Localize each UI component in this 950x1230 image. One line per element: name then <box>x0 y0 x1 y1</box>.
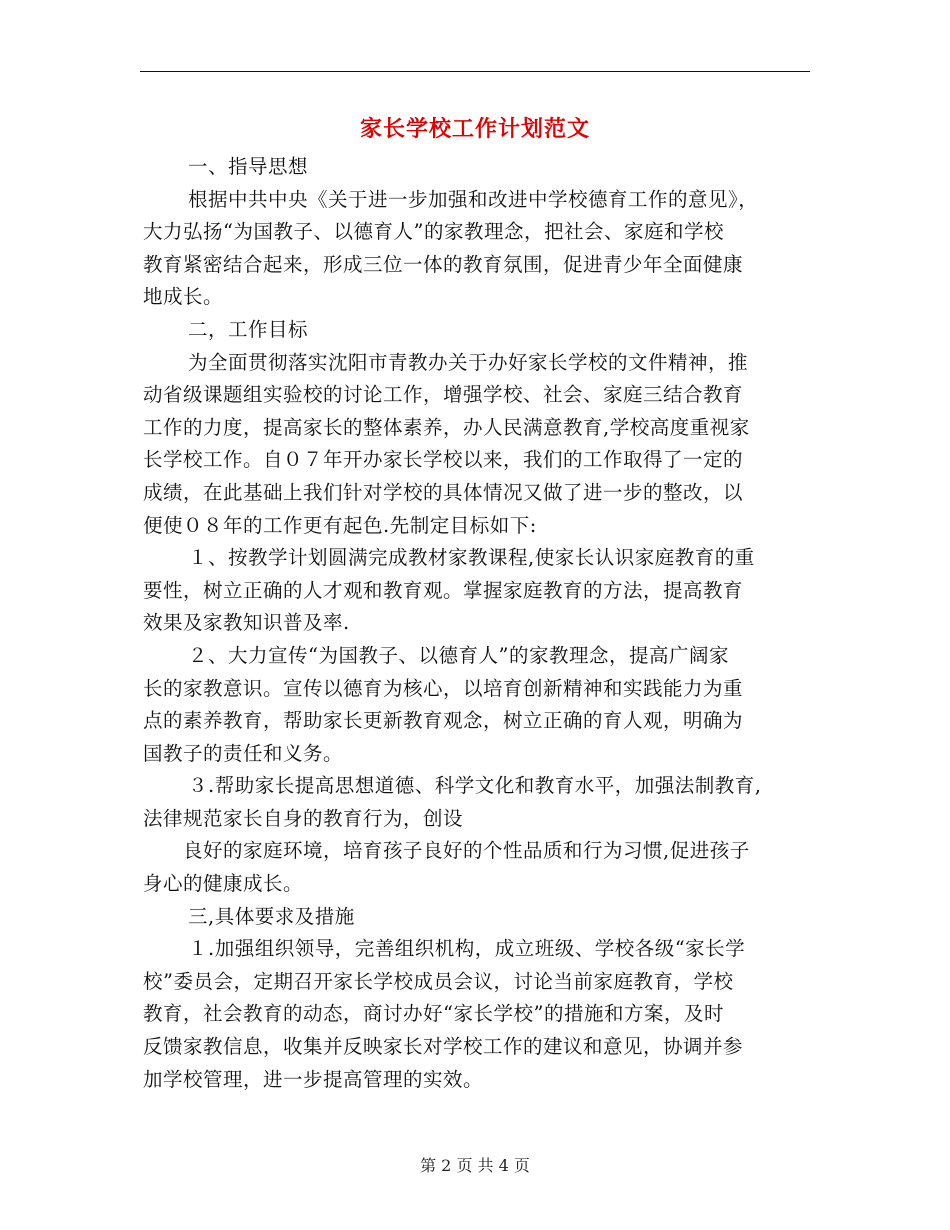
paragraph-line: 成绩，在此基础上我们针对学校的具体情况又做了进一步的整改，以 <box>143 480 744 504</box>
paragraph-line: 根据中共中央《关于进一步加强和改进中学校德育工作的意见》， <box>188 187 759 211</box>
header-rule <box>140 71 810 72</box>
paragraph-line: 为全面贯彻落实沈阳市青教办关于办好家长学校的文件精神，推 <box>188 350 749 374</box>
list-item-3-line: 良好的家庭环境，培育孩子良好的个性品质和行为习惯,促进孩子 <box>183 839 750 863</box>
list-item-2-line: 点的素养教育，帮助家长更新教育观念，树立正确的育人观，明确为 <box>143 709 744 733</box>
page-number: 第 2 页 共 4 页 <box>420 1156 530 1175</box>
measure-1-line: 反馈家教信息，收集并反映家长对学校工作的建议和意见，协调并参 <box>143 1035 744 1059</box>
paragraph-line: 便使０８年的工作更有起色.先制定目标如下: <box>143 513 537 537</box>
paragraph-line: 教育紧密结合起来，形成三位一体的教育氛围，促进青少年全面健康 <box>143 252 744 276</box>
heading-requirements-measures: 三,具体要求及措施 <box>188 904 355 928</box>
heading-guiding-thought: 一、指导思想 <box>188 155 309 178</box>
heading-work-goals: 二，工作目标 <box>188 317 309 341</box>
list-item-2-line: ２、大力宣传“为国教子、以德育人”的家教理念，提高广阔家 <box>188 643 729 667</box>
measure-1-line: １.加强组织领导，完善组织机构，成立班级、学校各级“家长学 <box>188 937 746 961</box>
list-item-1-line: 效果及家教知识普及率. <box>143 611 350 635</box>
list-item-3-line: 法律规范家长自身的教育行为，创设 <box>143 806 464 830</box>
measure-1-line: 校”委员会，定期召开家长学校成员会议，讨论当前家庭教育，学校 <box>143 969 734 993</box>
paragraph-line: 工作的力度，提高家长的整体素养，办人民满意教育,学校高度重视家 <box>143 415 750 439</box>
list-item-1-line: 要性，树立正确的人才观和教育观。掌握家庭教育的方法，提高教育 <box>143 578 744 602</box>
measure-1-line: 加学校管理，进一步提高管理的实效。 <box>143 1067 484 1091</box>
list-item-3-line: ３.帮助家长提高思想道德、科学文化和教育水平，加强法制教育, <box>188 774 762 798</box>
measure-1-line: 教育，社会教育的动态，商讨办好“家长学校”的措施和方案，及时 <box>143 1002 724 1026</box>
paragraph-line: 大力弘扬“为国教子、以德育人”的家教理念，把社会、家庭和学校 <box>143 220 724 244</box>
document-title: 家长学校工作计划范文 <box>359 117 590 142</box>
paragraph-line: 长学校工作。自０７年开办家长学校以来，我们的工作取得了一定的 <box>143 448 744 472</box>
list-item-2-line: 国教子的责任和义务。 <box>143 741 344 765</box>
document-body <box>143 151 815 1096</box>
paragraph-line: 地成长。 <box>143 285 224 309</box>
list-item-1-line: １、按教学计划圆满完成教材家教课程,使家长认识家庭教育的重 <box>188 546 755 570</box>
list-item-2-line: 长的家教意识。宣传以德育为核心，以培育创新精神和实践能力为重 <box>143 676 744 700</box>
paragraph-line: 动省级课题组实验校的讨论工作，增强学校、社会、家庭三结合教育 <box>143 383 744 407</box>
list-item-3-line: 身心的健康成长。 <box>143 872 304 896</box>
